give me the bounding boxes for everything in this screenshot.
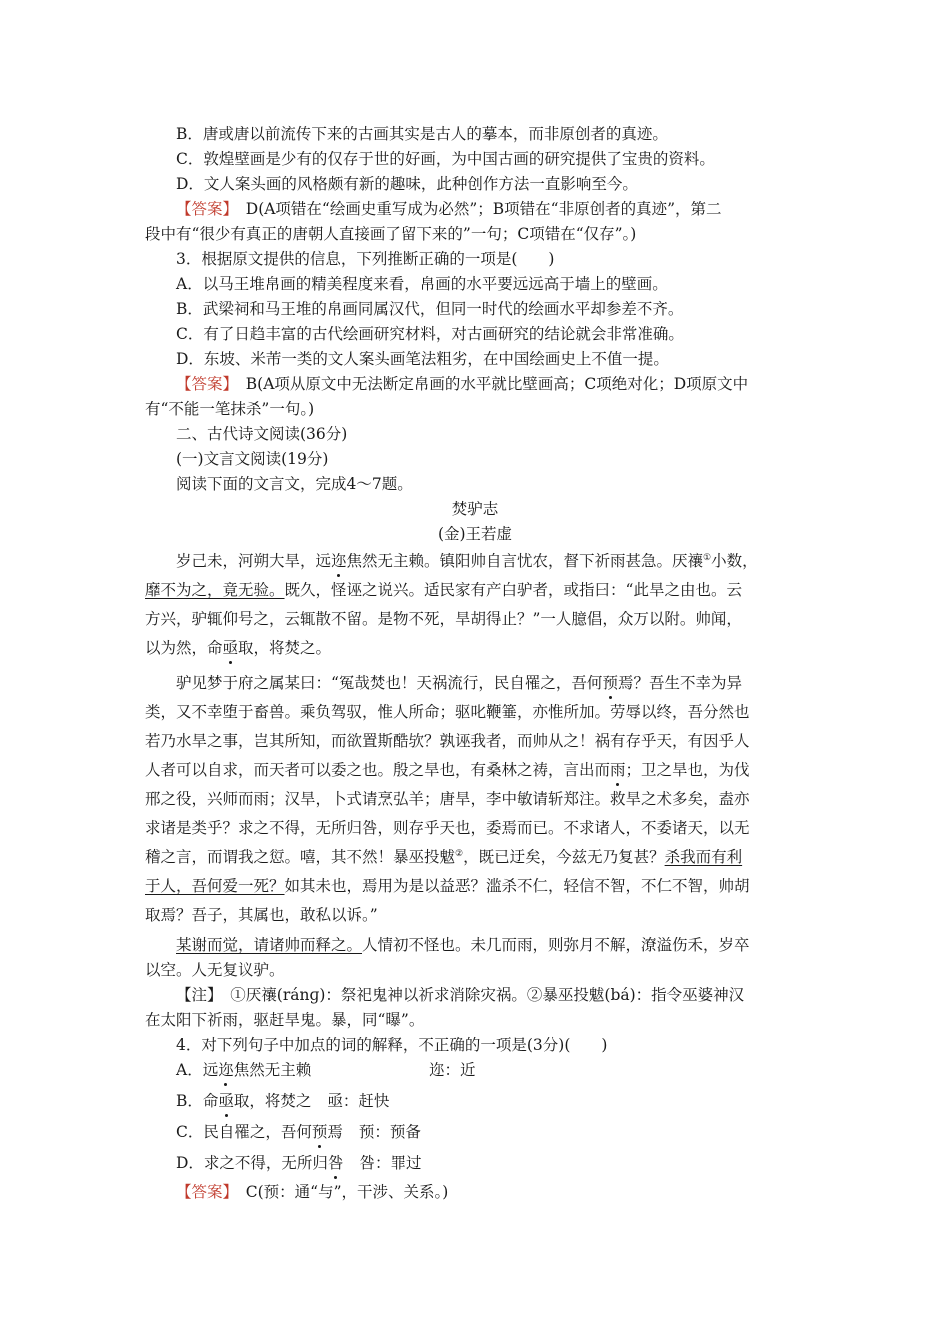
q3-option-a: A．以马王堆帛画的精美程度来看，帛画的水平要远远高于墙上的壁画。: [176, 275, 668, 293]
answer-label: 【答案】: [176, 200, 231, 218]
q3-answer-continued: 有“不能一笔抹杀”一句。): [145, 400, 315, 418]
dotted-word: 雨: [610, 758, 626, 782]
essay-p3-line: 以空。人无复议驴。: [145, 961, 285, 979]
essay-p1-line: 靡不为之，竟无验。既久，怪诬之说兴。适民家有产白驴者，或指曰：“此旱之由也。云: [145, 581, 742, 599]
dotted-word: 预: [312, 1120, 328, 1144]
q4-option-c-gloss: 预：预备: [358, 1123, 421, 1141]
essay-p2-line: 求诸是类乎？求之不得，无所归咎，则存乎天也，委焉而已。不求诸人，不委诸天，以无: [145, 819, 750, 837]
reading-instruction: 阅读下面的文言文，完成4～7题。: [176, 475, 413, 493]
essay-p2-line: 邢之役，兴师而雨；汉旱，卜式请烹弘羊；唐旱，李中敏请斩郑注。救旱之术多矣，盍亦: [145, 790, 750, 808]
subsection-title: (一)文言文阅读(19分): [176, 450, 329, 468]
underlined-sentence: 于人，吾何爱一死？: [145, 877, 285, 895]
essay-p3-line: 某谢而觉，请诸帅而释之。人情初不怪也。未几而雨，则弥月不解，潦溢伤禾，岁卒: [176, 936, 750, 954]
dotted-word: 预: [602, 671, 618, 695]
q2-option-d: D．文人案头画的风格颇有新的趣味，此种创作方法一直影响至今。: [176, 175, 638, 193]
q4-option-b: B．命亟取，将焚之 亟：赶快: [176, 1089, 389, 1113]
dotted-word: 迩: [331, 549, 347, 573]
essay-title: 焚驴志: [451, 500, 499, 518]
dotted-word: 亟: [218, 1089, 234, 1113]
q3-stem: 3．根据原文提供的信息，下列推断正确的一项是( ): [176, 250, 555, 268]
q3-answer-text: B(A项从原文中无法断定帛画的水平就比壁画高；C项绝对化；D项原文中: [230, 375, 749, 393]
essay-p2-line: 于人，吾何爱一死？如其未也，焉用为是以益恶？滥杀不仁，轻信不智，不仁不智，帅胡: [145, 877, 750, 895]
essay-p2-line: 人者可以自求，而天者可以委之也。殷之旱也，有桑林之祷，言出而雨；卫之旱也，为伐: [145, 758, 750, 782]
answer-label: 【答案】: [176, 1183, 231, 1201]
essay-p1-line: 以为然，命亟取，将焚之。: [145, 636, 331, 660]
q4-option-a-gloss: 迩：近: [429, 1061, 476, 1079]
q2-option-b: B．唐或唐以前流传下来的古画其实是古人的摹本，而非原创者的真迹。: [176, 125, 668, 143]
essay-p2-line: 驴见梦于府之属某曰：“冤哉焚也！天祸流行，民自罹之，吾何预焉？吾生不幸为异: [176, 671, 742, 695]
footnote-mark: ①: [703, 552, 712, 563]
q4-answer-line: [176, 1180, 448, 1204]
essay-p2-line: 类，又不幸堕于畜兽。乘负驾驭，惟人所命；驱叱鞭箠，亦惟所加。劳辱以终，吾分然也: [145, 703, 750, 721]
essay-p1-line: 方兴，驴辄仰号之，云辄散不留。是物不死，旱胡得止？”一人臆倡，众万以附。帅闻，: [145, 610, 742, 628]
essay-p2-line: 若乃水旱之事，岂其所知，而欲置斯酷欤？孰诬我者，而帅从之！祸有存乎天，有因乎人: [145, 732, 750, 750]
essay-p2-line: 稽之言，而谓我之愆。嘻，其不然！暴巫投魃②，既已迂矣，今兹无乃复甚？杀我而有利: [145, 848, 743, 866]
q4-option-c: C．民自罹之，吾何预焉 预：预备: [176, 1120, 421, 1144]
q4-option-d-gloss: 咎：罪过: [359, 1154, 422, 1172]
underlined-sentence: 某谢而觉，请诸帅而释之。: [176, 936, 363, 954]
q4-option-b-gloss: 亟：赶快: [327, 1092, 390, 1110]
note-label: 【注】: [176, 986, 215, 1004]
dotted-word: 亟: [223, 636, 239, 660]
note-line: 【注】 ①厌禳(ránɡ)：祭祀鬼神以祈求消除灾祸。②暴巫投魃(bá)：指令巫婆神汉: [176, 986, 745, 1004]
dotted-word: 迩: [218, 1058, 234, 1082]
answer-label: 【答案】: [176, 375, 231, 393]
q4-stem: 4．对下列句子中加点的词的解释，不正确的一项是(3分)( ): [176, 1036, 608, 1054]
q3-option-b: B．武梁祠和马王堆的帛画同属汉代，但同一时代的绘画水平却参差不齐。: [176, 300, 684, 318]
underlined-sentence: 杀我而有利: [664, 848, 743, 866]
q2-answer-continued: 段中有“很少有真正的唐朝人直接画了留下来的”一句；C项错在“仅存”。): [145, 225, 637, 243]
q2-option-c: C．敦煌壁画是少有的仅存于世的好画，为中国古画的研究提供了宝贵的资料。: [176, 150, 715, 168]
q2-answer-line: [176, 197, 722, 221]
footnote-mark: ②: [455, 848, 464, 859]
q2-answer-text: D(A项错在“绘画史重写成为必然”；B项错在“非原创者的真迹”，第二: [230, 200, 722, 218]
q4-answer-text: C(预：通“与”，干涉、关系。): [230, 1183, 449, 1201]
dotted-word: 咎: [328, 1151, 344, 1175]
note-line: 在太阳下祈雨，驱赶旱鬼。暴，同“曝”。: [145, 1011, 425, 1029]
q3-option-d: D．东坡、米芾一类的文人案头画笔法粗劣，在中国绘画史上不值一提。: [176, 350, 669, 368]
essay-p1-line: 岁己未，河朔大旱，远迩焦然无主赖。镇阳帅自言忧农，督下祈雨甚急。厌禳①小数，: [176, 549, 758, 573]
underlined-sentence: 靡不为之，竟无验。: [145, 581, 285, 599]
q3-option-c: C．有了日趋丰富的古代绘画研究材料，对古画研究的结论就会非常准确。: [176, 325, 684, 343]
q4-option-d: D．求之不得，无所归咎 咎：罪过: [176, 1151, 421, 1175]
essay-author: (金)王若虚: [437, 525, 513, 543]
section-title: 二、古代诗文阅读(36分): [176, 425, 348, 443]
q4-option-a: A．远迩焦然无主赖 迩：近: [176, 1058, 311, 1082]
essay-p2-line: 取焉？吾子，其属也，敢私以诉。”: [145, 906, 378, 924]
q3-answer-line: [176, 372, 748, 396]
